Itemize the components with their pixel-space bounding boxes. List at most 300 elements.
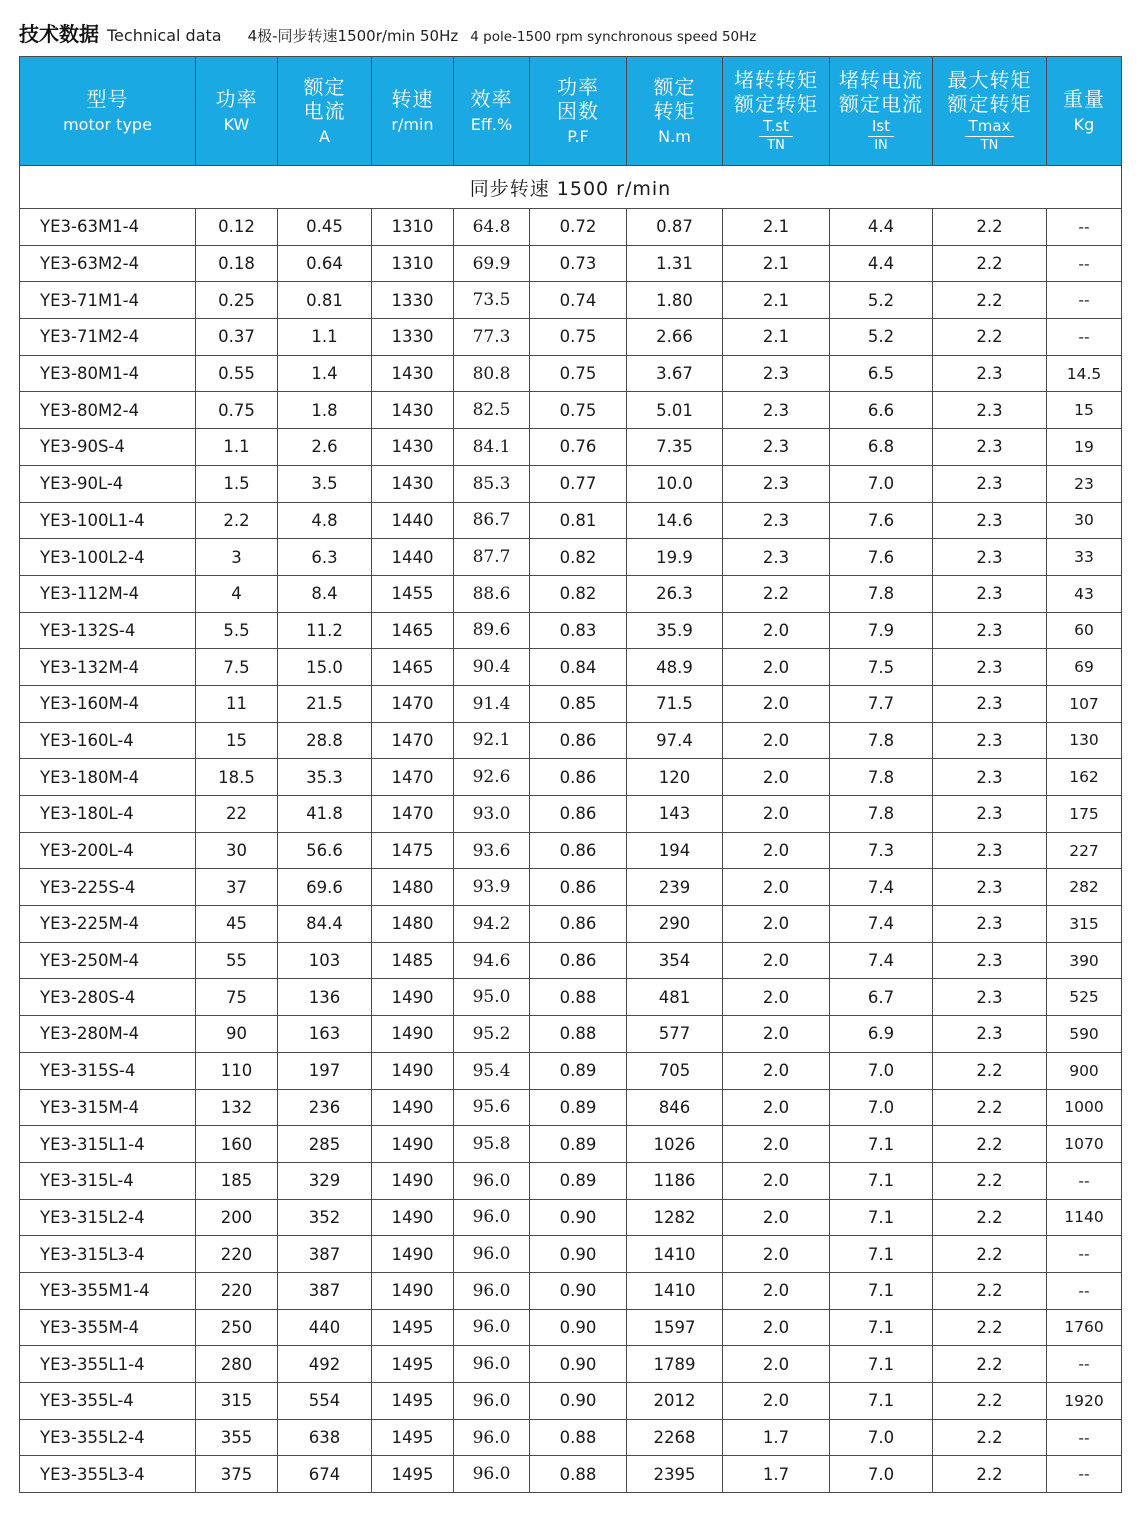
header-efficiency bbox=[454, 57, 530, 166]
cell-max-torque-ratio: 2.2 bbox=[933, 1162, 1047, 1199]
cell-efficiency: 96.0 bbox=[454, 1456, 530, 1493]
cell-power: 375 bbox=[196, 1456, 278, 1493]
cell-power: 220 bbox=[196, 1236, 278, 1273]
cell-locked-current-ratio: 7.5 bbox=[830, 649, 933, 686]
cell-weight: 33 bbox=[1047, 539, 1122, 576]
cell-current: 84.4 bbox=[278, 906, 372, 943]
cell-locked-torque-ratio: 2.0 bbox=[723, 1089, 830, 1126]
cell-efficiency: 96.0 bbox=[454, 1236, 530, 1273]
table-header-row bbox=[20, 57, 1122, 166]
cell-torque: 194 bbox=[627, 832, 723, 869]
cell-current: 136 bbox=[278, 979, 372, 1016]
cell-locked-torque-ratio: 2.0 bbox=[723, 1346, 830, 1383]
cell-power-factor: 0.88 bbox=[530, 1419, 627, 1456]
cell-efficiency: 80.8 bbox=[454, 355, 530, 392]
cell-locked-current-ratio: 7.4 bbox=[830, 906, 933, 943]
cell-current: 638 bbox=[278, 1419, 372, 1456]
cell-power: 0.37 bbox=[196, 319, 278, 356]
cell-max-torque-ratio: 2.3 bbox=[933, 722, 1047, 759]
cell-efficiency: 96.0 bbox=[454, 1199, 530, 1236]
cell-model: YE3-225S-4 bbox=[20, 869, 196, 906]
cell-speed: 1430 bbox=[372, 355, 454, 392]
cell-power-factor: 0.90 bbox=[530, 1272, 627, 1309]
cell-locked-torque-ratio: 2.0 bbox=[723, 942, 830, 979]
cell-model: YE3-280S-4 bbox=[20, 979, 196, 1016]
cell-weight: 14.5 bbox=[1047, 355, 1122, 392]
cell-max-torque-ratio: 2.3 bbox=[933, 465, 1047, 502]
header-max-torque-ratio bbox=[933, 57, 1047, 166]
cell-weight: -- bbox=[1047, 1162, 1122, 1199]
cell-power-factor: 0.82 bbox=[530, 575, 627, 612]
cell-torque: 1026 bbox=[627, 1126, 723, 1163]
cell-model: YE3-160M-4 bbox=[20, 685, 196, 722]
cell-locked-current-ratio: 7.1 bbox=[830, 1383, 933, 1420]
cell-locked-current-ratio: 7.0 bbox=[830, 1052, 933, 1089]
header-max-torque-ratio-cn: 最大转矩 额定转矩 bbox=[947, 67, 1032, 116]
cell-torque: 1789 bbox=[627, 1346, 723, 1383]
cell-max-torque-ratio: 2.3 bbox=[933, 502, 1047, 539]
table-row bbox=[20, 722, 1122, 759]
cell-max-torque-ratio: 2.3 bbox=[933, 392, 1047, 429]
cell-max-torque-ratio: 2.3 bbox=[933, 906, 1047, 943]
cell-speed: 1495 bbox=[372, 1456, 454, 1493]
section-row bbox=[20, 166, 1122, 209]
cell-max-torque-ratio: 2.2 bbox=[933, 1346, 1047, 1383]
cell-speed: 1470 bbox=[372, 685, 454, 722]
table-row bbox=[20, 979, 1122, 1016]
cell-locked-torque-ratio: 2.0 bbox=[723, 1272, 830, 1309]
table-row bbox=[20, 282, 1122, 319]
cell-power-factor: 0.88 bbox=[530, 979, 627, 1016]
header-power-en: KW bbox=[223, 114, 250, 134]
title-english: Technical data bbox=[107, 26, 222, 45]
table-row bbox=[20, 1383, 1122, 1420]
cell-weight: 19 bbox=[1047, 429, 1122, 466]
table-row bbox=[20, 465, 1122, 502]
cell-locked-torque-ratio: 2.0 bbox=[723, 685, 830, 722]
cell-max-torque-ratio: 2.3 bbox=[933, 685, 1047, 722]
cell-efficiency: 95.2 bbox=[454, 1016, 530, 1053]
header-speed-en: r/min bbox=[391, 114, 434, 134]
cell-weight: -- bbox=[1047, 245, 1122, 282]
title-spec-chinese: 4极-同步转速1500r/min 50Hz bbox=[247, 27, 459, 45]
cell-torque: 1410 bbox=[627, 1272, 723, 1309]
cell-speed: 1490 bbox=[372, 1199, 454, 1236]
cell-speed: 1495 bbox=[372, 1309, 454, 1346]
cell-locked-torque-ratio: 2.0 bbox=[723, 612, 830, 649]
cell-power: 0.25 bbox=[196, 282, 278, 319]
cell-weight: -- bbox=[1047, 1346, 1122, 1383]
table-row bbox=[20, 1236, 1122, 1273]
cell-max-torque-ratio: 2.3 bbox=[933, 942, 1047, 979]
cell-power: 355 bbox=[196, 1419, 278, 1456]
cell-model: YE3-200L-4 bbox=[20, 832, 196, 869]
cell-power-factor: 0.75 bbox=[530, 319, 627, 356]
cell-power: 132 bbox=[196, 1089, 278, 1126]
cell-speed: 1465 bbox=[372, 649, 454, 686]
cell-weight: 107 bbox=[1047, 685, 1122, 722]
cell-efficiency: 82.5 bbox=[454, 392, 530, 429]
cell-max-torque-ratio: 2.2 bbox=[933, 1052, 1047, 1089]
table-row bbox=[20, 502, 1122, 539]
cell-locked-torque-ratio: 2.0 bbox=[723, 1236, 830, 1273]
cell-power: 2.2 bbox=[196, 502, 278, 539]
cell-efficiency: 95.6 bbox=[454, 1089, 530, 1126]
cell-weight: 175 bbox=[1047, 796, 1122, 833]
fraction-denominator: TN bbox=[767, 137, 785, 153]
cell-power-factor: 0.90 bbox=[530, 1346, 627, 1383]
table-row bbox=[20, 245, 1122, 282]
cell-locked-torque-ratio: 2.0 bbox=[723, 759, 830, 796]
cell-current: 103 bbox=[278, 942, 372, 979]
cell-model: YE3-71M2-4 bbox=[20, 319, 196, 356]
cell-locked-current-ratio: 6.8 bbox=[830, 429, 933, 466]
cell-power-factor: 0.86 bbox=[530, 796, 627, 833]
cell-power-factor: 0.83 bbox=[530, 612, 627, 649]
header-efficiency-cn: 效率 bbox=[470, 86, 513, 111]
cell-max-torque-ratio: 2.2 bbox=[933, 1383, 1047, 1420]
cell-efficiency: 89.6 bbox=[454, 612, 530, 649]
cell-speed: 1490 bbox=[372, 1236, 454, 1273]
cell-efficiency: 84.1 bbox=[454, 429, 530, 466]
cell-model: YE3-112M-4 bbox=[20, 575, 196, 612]
cell-model: YE3-355L3-4 bbox=[20, 1456, 196, 1493]
cell-torque: 2012 bbox=[627, 1383, 723, 1420]
table-body bbox=[20, 166, 1122, 1493]
cell-torque: 2268 bbox=[627, 1419, 723, 1456]
cell-locked-torque-ratio: 2.0 bbox=[723, 1126, 830, 1163]
cell-torque: 846 bbox=[627, 1089, 723, 1126]
table-row bbox=[20, 832, 1122, 869]
cell-current: 11.2 bbox=[278, 612, 372, 649]
cell-efficiency: 95.4 bbox=[454, 1052, 530, 1089]
cell-speed: 1470 bbox=[372, 722, 454, 759]
cell-current: 15.0 bbox=[278, 649, 372, 686]
cell-speed: 1475 bbox=[372, 832, 454, 869]
cell-locked-current-ratio: 6.9 bbox=[830, 1016, 933, 1053]
cell-power-factor: 0.82 bbox=[530, 539, 627, 576]
cell-power-factor: 0.85 bbox=[530, 685, 627, 722]
cell-max-torque-ratio: 2.3 bbox=[933, 355, 1047, 392]
cell-model: YE3-250M-4 bbox=[20, 942, 196, 979]
cell-locked-current-ratio: 6.6 bbox=[830, 392, 933, 429]
cell-weight: 227 bbox=[1047, 832, 1122, 869]
header-speed-cn: 转速 bbox=[391, 86, 434, 111]
cell-weight: 1070 bbox=[1047, 1126, 1122, 1163]
cell-torque: 7.35 bbox=[627, 429, 723, 466]
cell-max-torque-ratio: 2.3 bbox=[933, 612, 1047, 649]
cell-torque: 705 bbox=[627, 1052, 723, 1089]
cell-power: 11 bbox=[196, 685, 278, 722]
cell-power-factor: 0.88 bbox=[530, 1016, 627, 1053]
cell-efficiency: 96.0 bbox=[454, 1309, 530, 1346]
cell-locked-torque-ratio: 2.0 bbox=[723, 869, 830, 906]
cell-weight: -- bbox=[1047, 1419, 1122, 1456]
cell-speed: 1330 bbox=[372, 282, 454, 319]
header-weight bbox=[1047, 57, 1122, 166]
cell-speed: 1330 bbox=[372, 319, 454, 356]
cell-power: 0.55 bbox=[196, 355, 278, 392]
cell-power: 250 bbox=[196, 1309, 278, 1346]
cell-efficiency: 95.8 bbox=[454, 1126, 530, 1163]
cell-current: 6.3 bbox=[278, 539, 372, 576]
cell-weight: -- bbox=[1047, 282, 1122, 319]
cell-torque: 354 bbox=[627, 942, 723, 979]
technical-data-table bbox=[19, 56, 1122, 1493]
cell-power-factor: 0.77 bbox=[530, 465, 627, 502]
cell-torque: 5.01 bbox=[627, 392, 723, 429]
table-row bbox=[20, 539, 1122, 576]
cell-power-factor: 0.75 bbox=[530, 355, 627, 392]
cell-speed: 1310 bbox=[372, 209, 454, 246]
table-row bbox=[20, 942, 1122, 979]
cell-locked-current-ratio: 5.2 bbox=[830, 319, 933, 356]
cell-power: 315 bbox=[196, 1383, 278, 1420]
header-current-en: A bbox=[319, 126, 330, 146]
cell-current: 285 bbox=[278, 1126, 372, 1163]
cell-power: 110 bbox=[196, 1052, 278, 1089]
table-row bbox=[20, 869, 1122, 906]
cell-efficiency: 96.0 bbox=[454, 1162, 530, 1199]
cell-model: YE3-225M-4 bbox=[20, 906, 196, 943]
title-spec-english: 4 pole-1500 rpm synchronous speed 50Hz bbox=[470, 29, 757, 45]
header-max-torque-ratio-fraction bbox=[965, 117, 1015, 155]
cell-power-factor: 0.86 bbox=[530, 942, 627, 979]
cell-model: YE3-80M1-4 bbox=[20, 355, 196, 392]
cell-weight: 282 bbox=[1047, 869, 1122, 906]
cell-power: 1.1 bbox=[196, 429, 278, 466]
cell-locked-current-ratio: 7.0 bbox=[830, 465, 933, 502]
cell-locked-current-ratio: 7.7 bbox=[830, 685, 933, 722]
cell-efficiency: 93.6 bbox=[454, 832, 530, 869]
cell-model: YE3-315S-4 bbox=[20, 1052, 196, 1089]
cell-locked-current-ratio: 7.9 bbox=[830, 612, 933, 649]
cell-current: 674 bbox=[278, 1456, 372, 1493]
cell-power-factor: 0.89 bbox=[530, 1052, 627, 1089]
cell-model: YE3-80M2-4 bbox=[20, 392, 196, 429]
cell-speed: 1490 bbox=[372, 979, 454, 1016]
cell-efficiency: 95.0 bbox=[454, 979, 530, 1016]
cell-weight: 1760 bbox=[1047, 1309, 1122, 1346]
cell-model: YE3-355L-4 bbox=[20, 1383, 196, 1420]
cell-power-factor: 0.90 bbox=[530, 1199, 627, 1236]
cell-power: 200 bbox=[196, 1199, 278, 1236]
cell-model: YE3-315L3-4 bbox=[20, 1236, 196, 1273]
cell-current: 352 bbox=[278, 1199, 372, 1236]
cell-locked-current-ratio: 4.4 bbox=[830, 245, 933, 282]
cell-current: 554 bbox=[278, 1383, 372, 1420]
header-locked-current-ratio bbox=[830, 57, 933, 166]
cell-current: 28.8 bbox=[278, 722, 372, 759]
cell-locked-torque-ratio: 2.3 bbox=[723, 392, 830, 429]
cell-locked-torque-ratio: 2.0 bbox=[723, 979, 830, 1016]
cell-current: 69.6 bbox=[278, 869, 372, 906]
cell-max-torque-ratio: 2.2 bbox=[933, 1272, 1047, 1309]
cell-power: 5.5 bbox=[196, 612, 278, 649]
cell-weight: -- bbox=[1047, 319, 1122, 356]
cell-locked-torque-ratio: 2.0 bbox=[723, 832, 830, 869]
header-locked-current-ratio-cn: 堵转电流 额定电流 bbox=[839, 67, 923, 116]
cell-current: 56.6 bbox=[278, 832, 372, 869]
cell-speed: 1490 bbox=[372, 1052, 454, 1089]
cell-locked-torque-ratio: 2.1 bbox=[723, 245, 830, 282]
page-title bbox=[19, 18, 756, 48]
cell-max-torque-ratio: 2.2 bbox=[933, 1309, 1047, 1346]
cell-locked-current-ratio: 6.5 bbox=[830, 355, 933, 392]
table-row bbox=[20, 1456, 1122, 1493]
header-locked-torque-ratio-cn: 堵转转矩 额定转矩 bbox=[734, 67, 818, 116]
cell-current: 163 bbox=[278, 1016, 372, 1053]
header-efficiency-en: Eff.% bbox=[470, 114, 513, 134]
cell-locked-current-ratio: 7.4 bbox=[830, 869, 933, 906]
cell-speed: 1495 bbox=[372, 1419, 454, 1456]
header-locked-torque-ratio bbox=[723, 57, 830, 166]
cell-max-torque-ratio: 2.3 bbox=[933, 759, 1047, 796]
cell-torque: 2.66 bbox=[627, 319, 723, 356]
cell-torque: 1.80 bbox=[627, 282, 723, 319]
table-row bbox=[20, 392, 1122, 429]
cell-max-torque-ratio: 2.2 bbox=[933, 1199, 1047, 1236]
cell-power: 220 bbox=[196, 1272, 278, 1309]
cell-power-factor: 0.74 bbox=[530, 282, 627, 319]
header-current-cn: 额定 电流 bbox=[303, 74, 346, 123]
table-row bbox=[20, 685, 1122, 722]
cell-max-torque-ratio: 2.2 bbox=[933, 319, 1047, 356]
cell-power: 0.12 bbox=[196, 209, 278, 246]
cell-power: 90 bbox=[196, 1016, 278, 1053]
cell-power: 3 bbox=[196, 539, 278, 576]
cell-weight: 23 bbox=[1047, 465, 1122, 502]
cell-weight: 390 bbox=[1047, 942, 1122, 979]
fraction-denominator: TN bbox=[980, 137, 999, 153]
cell-locked-torque-ratio: 2.0 bbox=[723, 1162, 830, 1199]
cell-locked-current-ratio: 7.8 bbox=[830, 575, 933, 612]
cell-power-factor: 0.89 bbox=[530, 1126, 627, 1163]
cell-speed: 1430 bbox=[372, 429, 454, 466]
cell-current: 3.5 bbox=[278, 465, 372, 502]
cell-speed: 1430 bbox=[372, 465, 454, 502]
cell-power: 0.75 bbox=[196, 392, 278, 429]
cell-model: YE3-355M1-4 bbox=[20, 1272, 196, 1309]
cell-model: YE3-100L1-4 bbox=[20, 502, 196, 539]
cell-torque: 48.9 bbox=[627, 649, 723, 686]
cell-weight: 69 bbox=[1047, 649, 1122, 686]
cell-efficiency: 96.0 bbox=[454, 1383, 530, 1420]
cell-locked-torque-ratio: 2.0 bbox=[723, 722, 830, 759]
cell-efficiency: 69.9 bbox=[454, 245, 530, 282]
cell-torque: 26.3 bbox=[627, 575, 723, 612]
cell-power-factor: 0.86 bbox=[530, 759, 627, 796]
cell-speed: 1465 bbox=[372, 612, 454, 649]
cell-locked-current-ratio: 7.1 bbox=[830, 1162, 933, 1199]
cell-current: 1.4 bbox=[278, 355, 372, 392]
cell-weight: 315 bbox=[1047, 906, 1122, 943]
cell-torque: 481 bbox=[627, 979, 723, 1016]
cell-model: YE3-90S-4 bbox=[20, 429, 196, 466]
header-model-cn: 型号 bbox=[86, 86, 129, 111]
cell-locked-torque-ratio: 2.1 bbox=[723, 209, 830, 246]
cell-model: YE3-100L2-4 bbox=[20, 539, 196, 576]
cell-max-torque-ratio: 2.3 bbox=[933, 429, 1047, 466]
cell-locked-current-ratio: 7.1 bbox=[830, 1272, 933, 1309]
cell-max-torque-ratio: 2.3 bbox=[933, 1016, 1047, 1053]
table-row bbox=[20, 1199, 1122, 1236]
cell-torque: 1282 bbox=[627, 1199, 723, 1236]
cell-power-factor: 0.76 bbox=[530, 429, 627, 466]
cell-speed: 1485 bbox=[372, 942, 454, 979]
cell-current: 35.3 bbox=[278, 759, 372, 796]
cell-speed: 1490 bbox=[372, 1126, 454, 1163]
cell-weight: 525 bbox=[1047, 979, 1122, 1016]
cell-locked-current-ratio: 7.6 bbox=[830, 502, 933, 539]
cell-speed: 1495 bbox=[372, 1383, 454, 1420]
cell-efficiency: 92.6 bbox=[454, 759, 530, 796]
cell-power-factor: 0.89 bbox=[530, 1162, 627, 1199]
cell-weight: 900 bbox=[1047, 1052, 1122, 1089]
table-row bbox=[20, 1419, 1122, 1456]
cell-efficiency: 87.7 bbox=[454, 539, 530, 576]
cell-locked-torque-ratio: 2.3 bbox=[723, 429, 830, 466]
header-torque-cn: 额定 转矩 bbox=[653, 74, 696, 123]
cell-current: 21.5 bbox=[278, 685, 372, 722]
cell-model: YE3-90L-4 bbox=[20, 465, 196, 502]
cell-speed: 1310 bbox=[372, 245, 454, 282]
section-label: 同步转速 1500 r/min bbox=[20, 166, 1122, 209]
cell-model: YE3-355L2-4 bbox=[20, 1419, 196, 1456]
cell-efficiency: 90.4 bbox=[454, 649, 530, 686]
cell-torque: 120 bbox=[627, 759, 723, 796]
cell-torque: 71.5 bbox=[627, 685, 723, 722]
cell-power-factor: 0.86 bbox=[530, 832, 627, 869]
table-row bbox=[20, 1346, 1122, 1383]
cell-locked-torque-ratio: 2.0 bbox=[723, 1199, 830, 1236]
cell-max-torque-ratio: 2.2 bbox=[933, 1236, 1047, 1273]
cell-current: 387 bbox=[278, 1236, 372, 1273]
cell-current: 492 bbox=[278, 1346, 372, 1383]
cell-power: 4 bbox=[196, 575, 278, 612]
cell-torque: 10.0 bbox=[627, 465, 723, 502]
cell-locked-torque-ratio: 2.0 bbox=[723, 1309, 830, 1346]
cell-locked-torque-ratio: 2.3 bbox=[723, 502, 830, 539]
cell-speed: 1490 bbox=[372, 1089, 454, 1126]
cell-efficiency: 93.9 bbox=[454, 869, 530, 906]
header-power-factor-en: P.F bbox=[567, 126, 589, 146]
table-row bbox=[20, 1272, 1122, 1309]
cell-weight: 590 bbox=[1047, 1016, 1122, 1053]
cell-power-factor: 0.72 bbox=[530, 209, 627, 246]
cell-power: 18.5 bbox=[196, 759, 278, 796]
cell-locked-current-ratio: 7.8 bbox=[830, 759, 933, 796]
cell-speed: 1480 bbox=[372, 869, 454, 906]
cell-power: 45 bbox=[196, 906, 278, 943]
cell-locked-current-ratio: 7.1 bbox=[830, 1236, 933, 1273]
cell-power-factor: 0.90 bbox=[530, 1236, 627, 1273]
cell-power: 0.18 bbox=[196, 245, 278, 282]
fraction-numerator: Tmax bbox=[965, 117, 1015, 137]
cell-locked-torque-ratio: 2.1 bbox=[723, 282, 830, 319]
header-power-factor bbox=[530, 57, 627, 166]
cell-locked-current-ratio: 7.4 bbox=[830, 942, 933, 979]
cell-efficiency: 94.2 bbox=[454, 906, 530, 943]
cell-max-torque-ratio: 2.2 bbox=[933, 282, 1047, 319]
cell-power: 75 bbox=[196, 979, 278, 1016]
cell-model: YE3-315L2-4 bbox=[20, 1199, 196, 1236]
cell-max-torque-ratio: 2.2 bbox=[933, 209, 1047, 246]
cell-locked-torque-ratio: 2.0 bbox=[723, 1383, 830, 1420]
header-model-en: motor type bbox=[63, 114, 152, 134]
cell-weight: -- bbox=[1047, 1456, 1122, 1493]
cell-weight: 43 bbox=[1047, 575, 1122, 612]
